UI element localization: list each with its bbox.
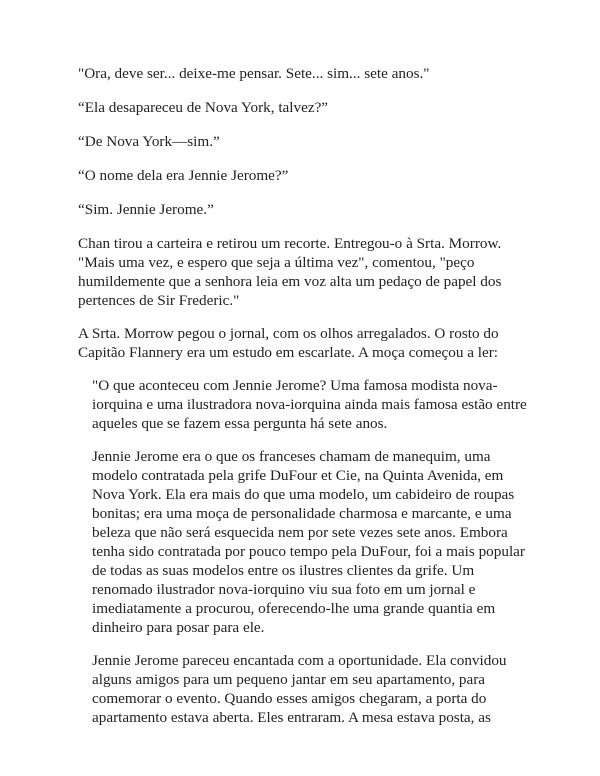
dialogue-line: “De Nova York—sim.” [78, 133, 220, 150]
body-paragraph: Chan tirou a carteira e retirou um recorte. Entregou-o à Srta. Morrow. "Mais uma vez, e espero que seja a última vez", comentou, "peço humildemente que a senhora leia em voz alta um pedaço de papel dos pertences de Sir Frederic." [78, 235, 502, 309]
dialogue-line: “Sim. Jennie Jerome.” [78, 201, 214, 218]
dialogue-line: “O nome dela era Jennie Jerome?” [78, 167, 289, 184]
document-page [78, 64, 530, 741]
quoted-paragraph: Jennie Jerome era o que os franceses chamam de manequim, uma modelo contratada pela grife DuFour et Cie, na Quinta Avenida, em Nova York. Ela era mais do que uma modelo, um cabideiro de roupas bonitas; era uma moça de personalidade charmosa e marcante, e uma beleza que não será esquecida nem por sete vezes sete anos. Embora tenha sido contratada por pouco tempo pela DuFour, foi a mais popular de todas as suas modelos entre os ilustres clientes da grife. Um renomado ilustrador nova-iorquino viu sua foto em um jornal e imediatamente a procurou, oferecendo-lhe uma grande quantia em dinheiro para posar para ele. [92, 448, 525, 636]
body-paragraph: A Srta. Morrow pegou o jornal, com os olhos arregalados. O rosto do Capitão Flannery era um estudo em escarlate. A moça começou a ler: [78, 325, 499, 361]
dialogue-line: "Ora, deve ser... deixe-me pensar. Sete... sim... sete anos." [78, 65, 430, 82]
quoted-paragraph: "O que aconteceu com Jennie Jerome? Uma famosa modista nova-iorquina e uma ilustradora nova-iorquina ainda mais famosa estão entre aqueles que se fazem essa pergunta há sete anos. [92, 377, 527, 432]
quoted-paragraph: Jennie Jerome pareceu encantada com a oportunidade. Ela convidou alguns amigos para um pequeno jantar em seu apartamento, para comemorar o evento. Quando esses amigos chegaram, a porta do apartamento estava aberta. Eles entraram. A mesa estava posta, as [92, 652, 507, 726]
dialogue-line: “Ela desapareceu de Nova York, talvez?” [78, 99, 329, 116]
